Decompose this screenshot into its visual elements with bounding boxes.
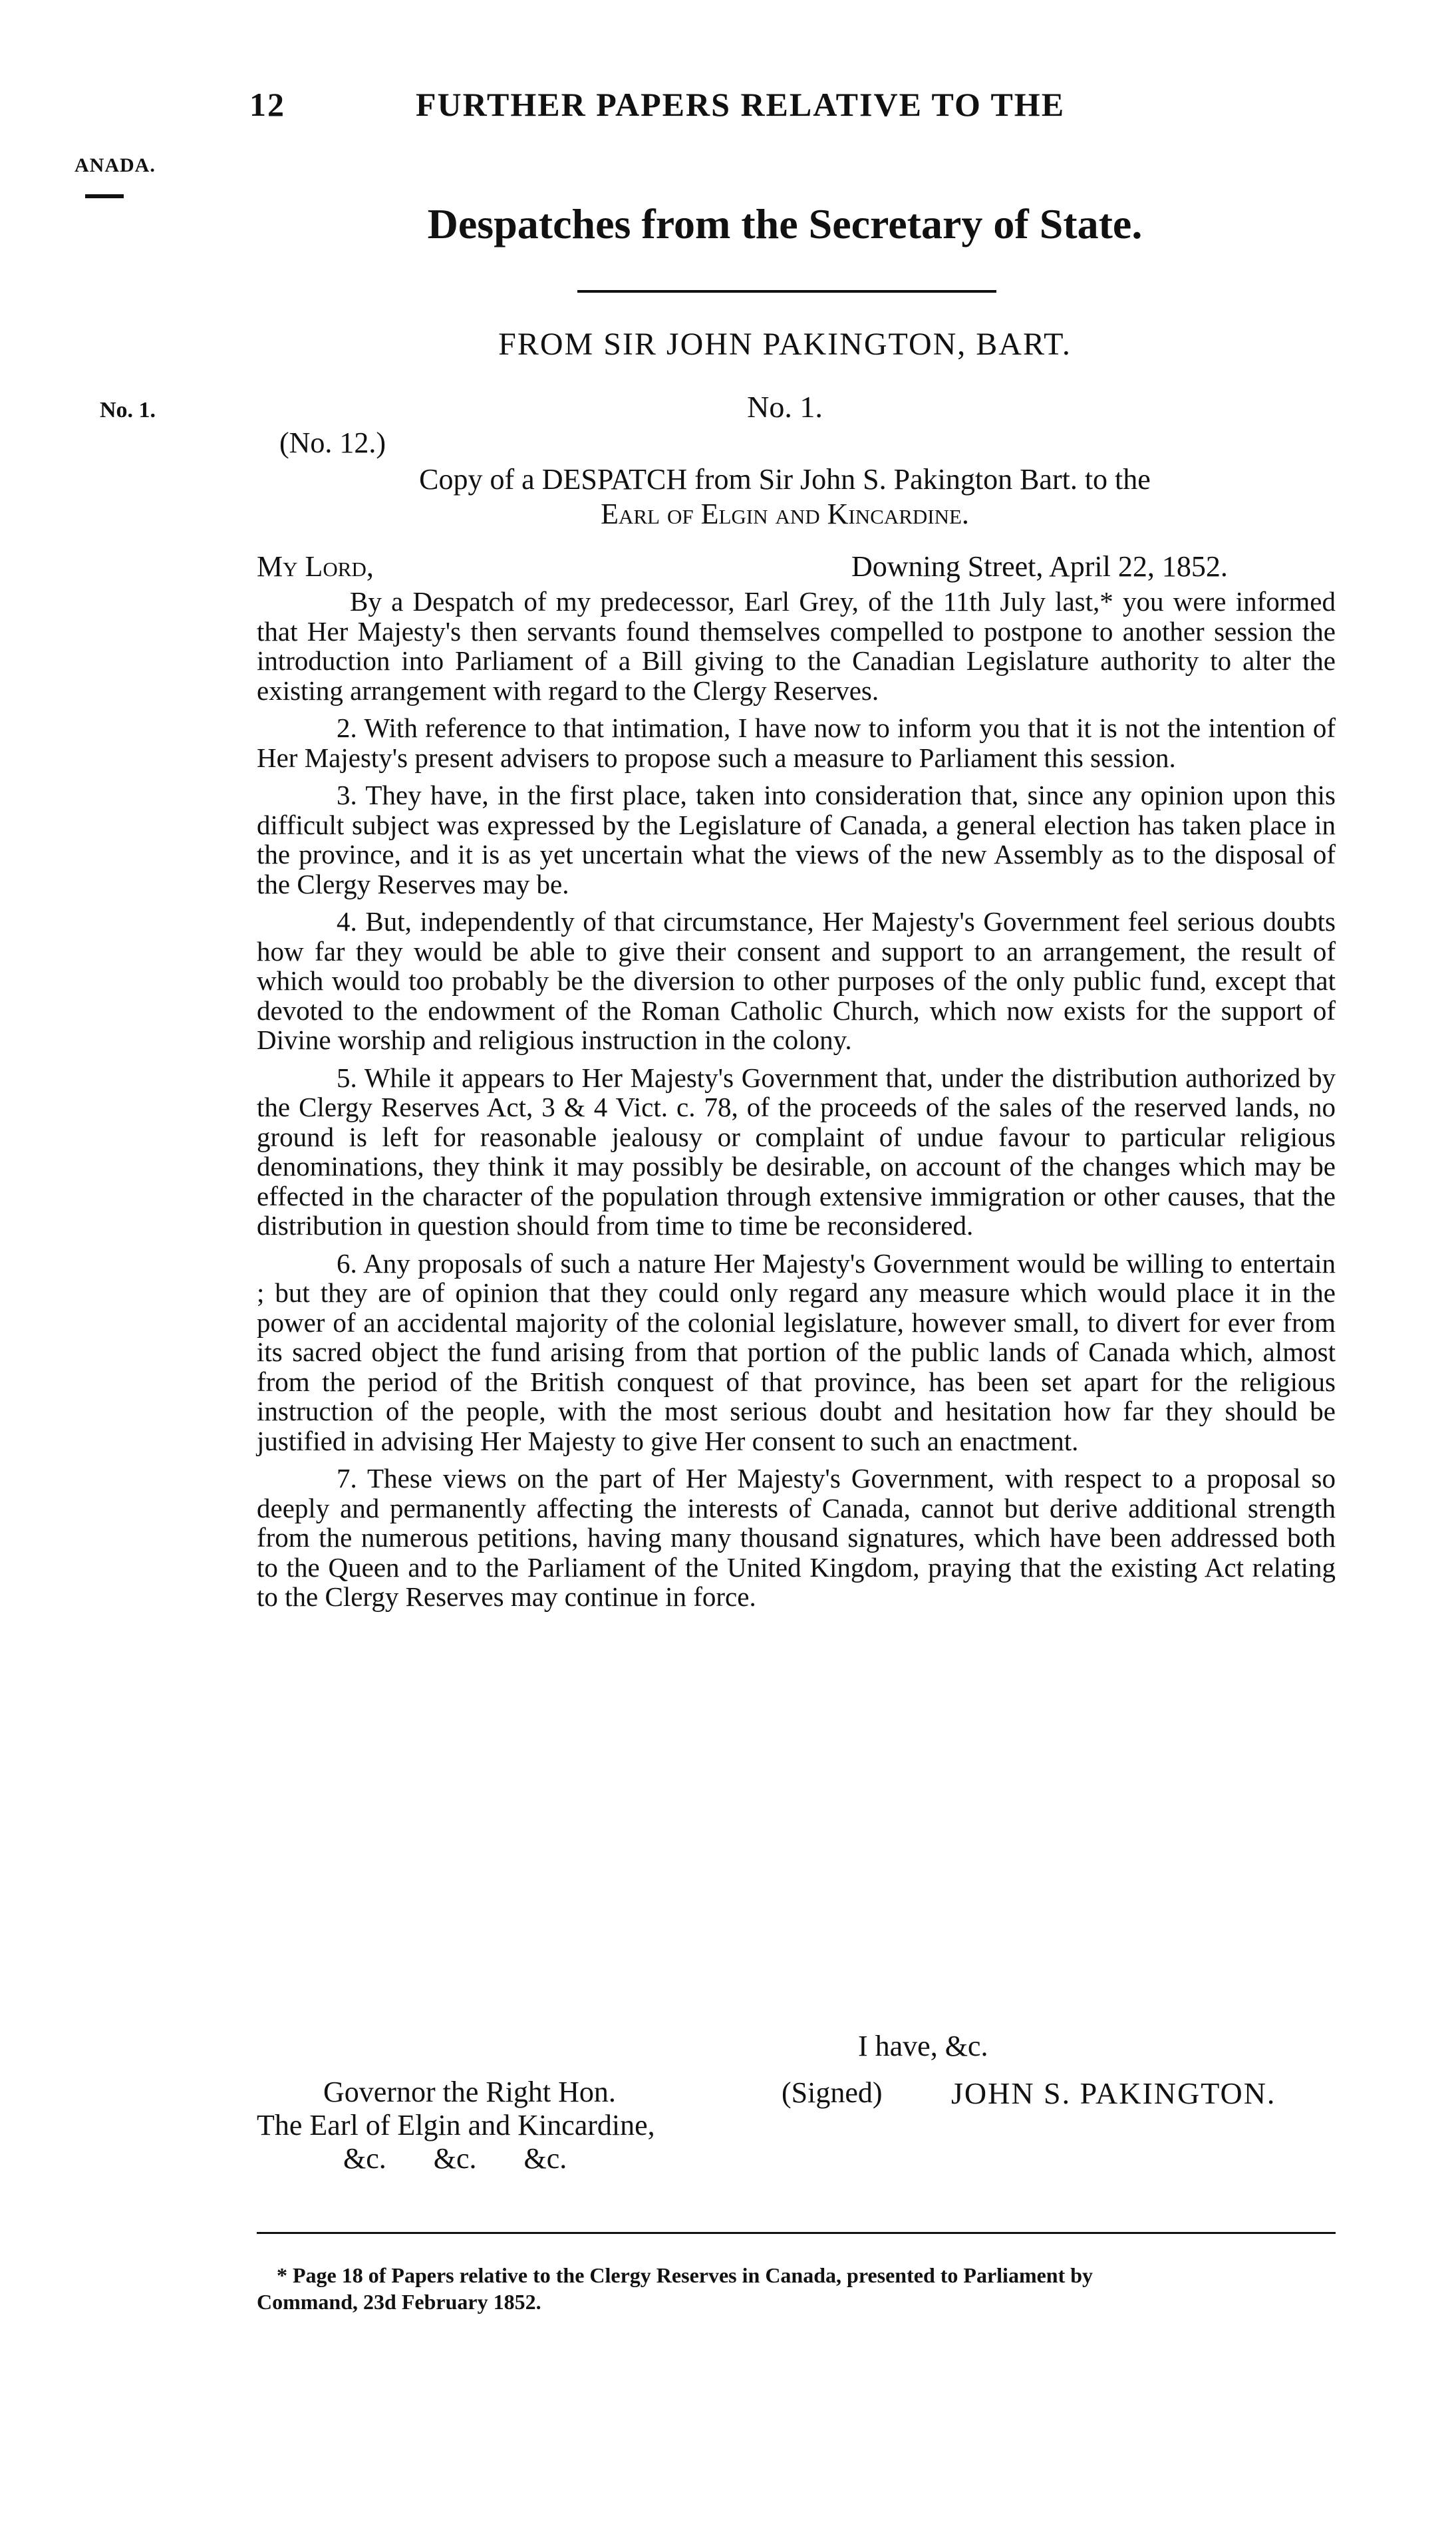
despatch-reference: (No. 12.) [279,426,386,459]
running-head [249,85,1194,124]
paragraph-3: 3. They have, in the first place, taken into consideration that, since any opinion upon this difficult subject was expressed by the Legislature of Canada, a general election has taken place in the province, and it is as yet uncertain what the views of the new Assembly as to the disposal of the Clergy Reserves may be. [257,780,1336,899]
footnote [257,2262,1336,2315]
title-divider [577,290,996,293]
addressee-line-3: &c. &c. &c. [343,2142,567,2175]
paragraph-5: 5. While it appears to Her Majesty's Government that, under the distribution authorized by the Clergy Reserves Act, 3 & 4 Vict. c. 78, of the proceeds of the sales of the reserved lands, no ground is left for reasonable jealousy or complaint of undue favour to particular religious denominations, they think it may possibly be desirable, on account of the changes which may be effected in the character of the population through extensive immigration or other causes, that the distribution in question should from time to time be reconsidered. [257,1062,1336,1241]
section-from-heading: FROM SIR JOHN PAKINGTON, BART. [498,327,1072,362]
paragraph-7: 7. These views on the part of Her Majesty's Government, with respect to a proposal so deeply and permanently affecting the interests of Canada, cannot but derive additional strength from the numerous petitions, having many thousand signatures, which have been addressed both to the Queen and to the Parliament of the United Kingdom, praying that the existing Act relating to the Clergy Reserves may continue in force. [257,1463,1336,1612]
salutation: My Lord, [257,550,374,583]
paragraph-4: 4. But, independently of that circumstance, Her Majesty's Government feel serious doubts how far they would be able to give their consent and support to an arrangement, the result of which would too probably be the diversion to other purposes of the only public fund, except that devoted to the endowment of the Roman Catholic Church, which now exists for the support of Divine worship and religious instruction in the colony. [257,906,1336,1055]
footnote-line-2: Command, 23d February 1852. [257,2290,541,2314]
signed-label: (Signed) [782,2076,883,2109]
addressee-block [257,2076,655,2175]
caption-line-1: Copy of a DESPATCH from Sir John S. Pakington Bart. to the [419,463,1151,496]
paragraph-2: 2. With reference to that intimation, I have now to inform you that it is not the intention of Her Majesty's present advisers to propose such a measure to Parliament this session. [257,712,1336,773]
footnote-divider [257,2232,1336,2234]
caption-line-2: Earl of Elgin and Kincardine. [601,498,969,530]
margin-rule [85,194,124,198]
addressee-line-2: The Earl of Elgin and Kincardine, [257,2109,655,2141]
running-head-title: FURTHER PAPERS RELATIVE TO THE [416,86,1066,123]
despatch-caption [253,462,1317,532]
addressee-line-1: Governor the Right Hon. [323,2076,616,2108]
paragraph-1: By a Despatch of my predecessor, Earl Grey, of the 11th July last,* you were informed that Her Majesty's then servants found themselves compelled to postpone to another session the introduction into Parliament of a Bill giving to the Canadian Legislature authority to alter the existing arrangement with regard to the Clergy Reserves. [257,586,1336,706]
margin-section-label: ANADA. [74,154,156,176]
footnote-line-1: * Page 18 of Papers relative to the Clergy Reserves in Canada, presented to Parliament by [277,2263,1093,2287]
paragraph-6: 6. Any proposals of such a nature Her Majesty's Government would be willing to entertain ; but they are of opinion that they could only regard any measure which would place it in the power of an accidental majority of the colonial legislature, however small, to divert for ever from its sacred object the fund arising from that portion of the public lands of Canada which, almost from the period of the British conquest of that province, has been set apart for the religious instruction of the people, with the most serious doubt and hesitation how far they should be justified in advising Her Majesty to give Her consent to such an enactment. [257,1247,1336,1456]
dateline: Downing Street, April 22, 1852. [851,550,1228,583]
page-number: 12 [249,86,285,123]
page-title: Despatches from the Secretary of State. [427,200,1143,247]
despatch-body [257,587,1336,1620]
despatch-number: No. 1. [747,390,823,424]
closing: I have, &c. [858,2030,988,2062]
signer-name: JOHN S. PAKINGTON. [951,2076,1276,2110]
margin-number: No. 1. [100,398,156,422]
